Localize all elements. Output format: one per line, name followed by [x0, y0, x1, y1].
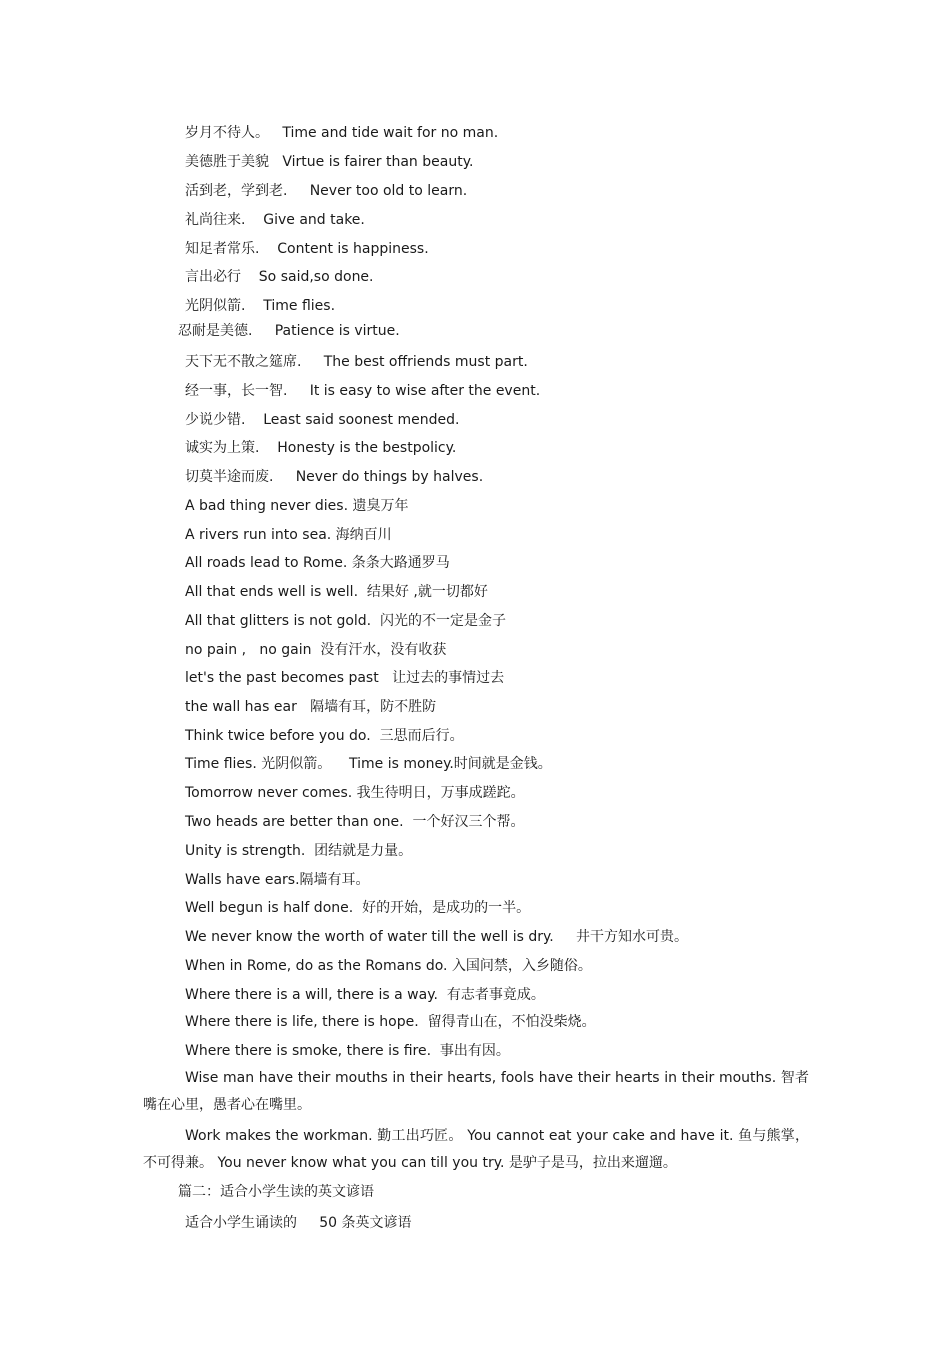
- proverb-line: 礼尚往来. Give and take.: [185, 212, 365, 228]
- proverb-line: 天下无不散之筵席. The best offriends must part.: [185, 354, 528, 370]
- proverb-line: 美德胜于美貌 Virtue is fairer than beauty.: [185, 154, 474, 170]
- proverb-line: Where there is life, there is hope. 留得青山在，不怕没柴烧。: [185, 1014, 596, 1030]
- proverb-line: A bad thing never dies. 遗臭万年: [185, 498, 409, 514]
- proverb-line: Two heads are better than one. 一个好汉三个帮。: [185, 814, 525, 830]
- proverb-line: Where there is smoke, there is fire. 事出有因。: [185, 1043, 510, 1059]
- proverb-line: All that glitters is not gold. 闪光的不一定是金子: [185, 613, 507, 629]
- proverb-line: All that ends well is well. 结果好 ,就一切都好: [185, 584, 488, 600]
- proverb-line: Time flies. 光阴似箭。 Time is money.时间就是金钱。: [185, 756, 552, 772]
- proverb-line: 忍耐是美德. Patience is virtue.: [178, 323, 400, 339]
- proverb-line: 知足者常乐. Content is happiness.: [185, 241, 429, 257]
- proverb-line: 诚实为上策. Honesty is the bestpolicy.: [185, 440, 457, 456]
- proverb-line: 言出必行 So said,so done.: [185, 269, 374, 285]
- section-subtitle: 适合小学生诵读的 50 条英文谚语: [185, 1215, 412, 1231]
- proverb-line: 岁月不待人。 Time and tide wait for no man.: [185, 125, 499, 141]
- proverb-line: Tomorrow never comes. 我生待明日，万事成蹉跎。: [185, 785, 525, 801]
- proverb-line: 光阴似箭. Time flies.: [185, 298, 336, 314]
- proverb-line: When in Rome, do as the Romans do. 入国问禁，入乡随俗。: [185, 958, 592, 974]
- proverb-line: A rivers run into sea. 海纳百川: [185, 527, 392, 543]
- proverb-line: 少说少错. Least said soonest mended.: [185, 412, 460, 428]
- proverb-line: Walls have ears.隔墙有耳。: [185, 872, 370, 888]
- proverb-line: We never know the worth of water till the well is dry. 井干方知水可贵。: [185, 929, 689, 945]
- proverb-paragraph: Wise man have their mouths in their hearts, fools have their hearts in their mouths. 智者嘴在心里，愚者心在嘴里。: [143, 1070, 809, 1113]
- proverb-paragraph: Work makes the workman. 勤工出巧匠。 You cannot eat your cake and have it. 鱼与熊掌，不可得兼。 You never know what you can till you try. 是驴子是马，拉出来遛遛。: [143, 1128, 809, 1171]
- proverb-line: All roads lead to Rome. 条条大路通罗马: [185, 555, 450, 571]
- proverb-line: Think twice before you do. 三思而后行。: [185, 728, 464, 744]
- proverb-line: the wall has ear 隔墙有耳，防不胜防: [185, 699, 437, 715]
- proverb-line: Well begun is half done. 好的开始，是成功的一半。: [185, 900, 531, 916]
- proverb-line: 切莫半途而废. Never do things by halves.: [185, 469, 484, 485]
- section-title: 篇二：适合小学生读的英文谚语: [178, 1184, 374, 1200]
- proverb-line: Unity is strength. 团结就是力量。: [185, 843, 413, 859]
- proverb-line: let's the past becomes past 让过去的事情过去: [185, 670, 505, 686]
- proverb-line: 活到老，学到老. Never too old to learn.: [185, 183, 468, 199]
- proverb-line: no pain , no gain 没有汗水，没有收获: [185, 642, 447, 658]
- proverb-line: Where there is a will, there is a way. 有志者事竟成。: [185, 987, 545, 1003]
- proverb-line: 经一事，长一智. It is easy to wise after the event.: [185, 383, 541, 399]
